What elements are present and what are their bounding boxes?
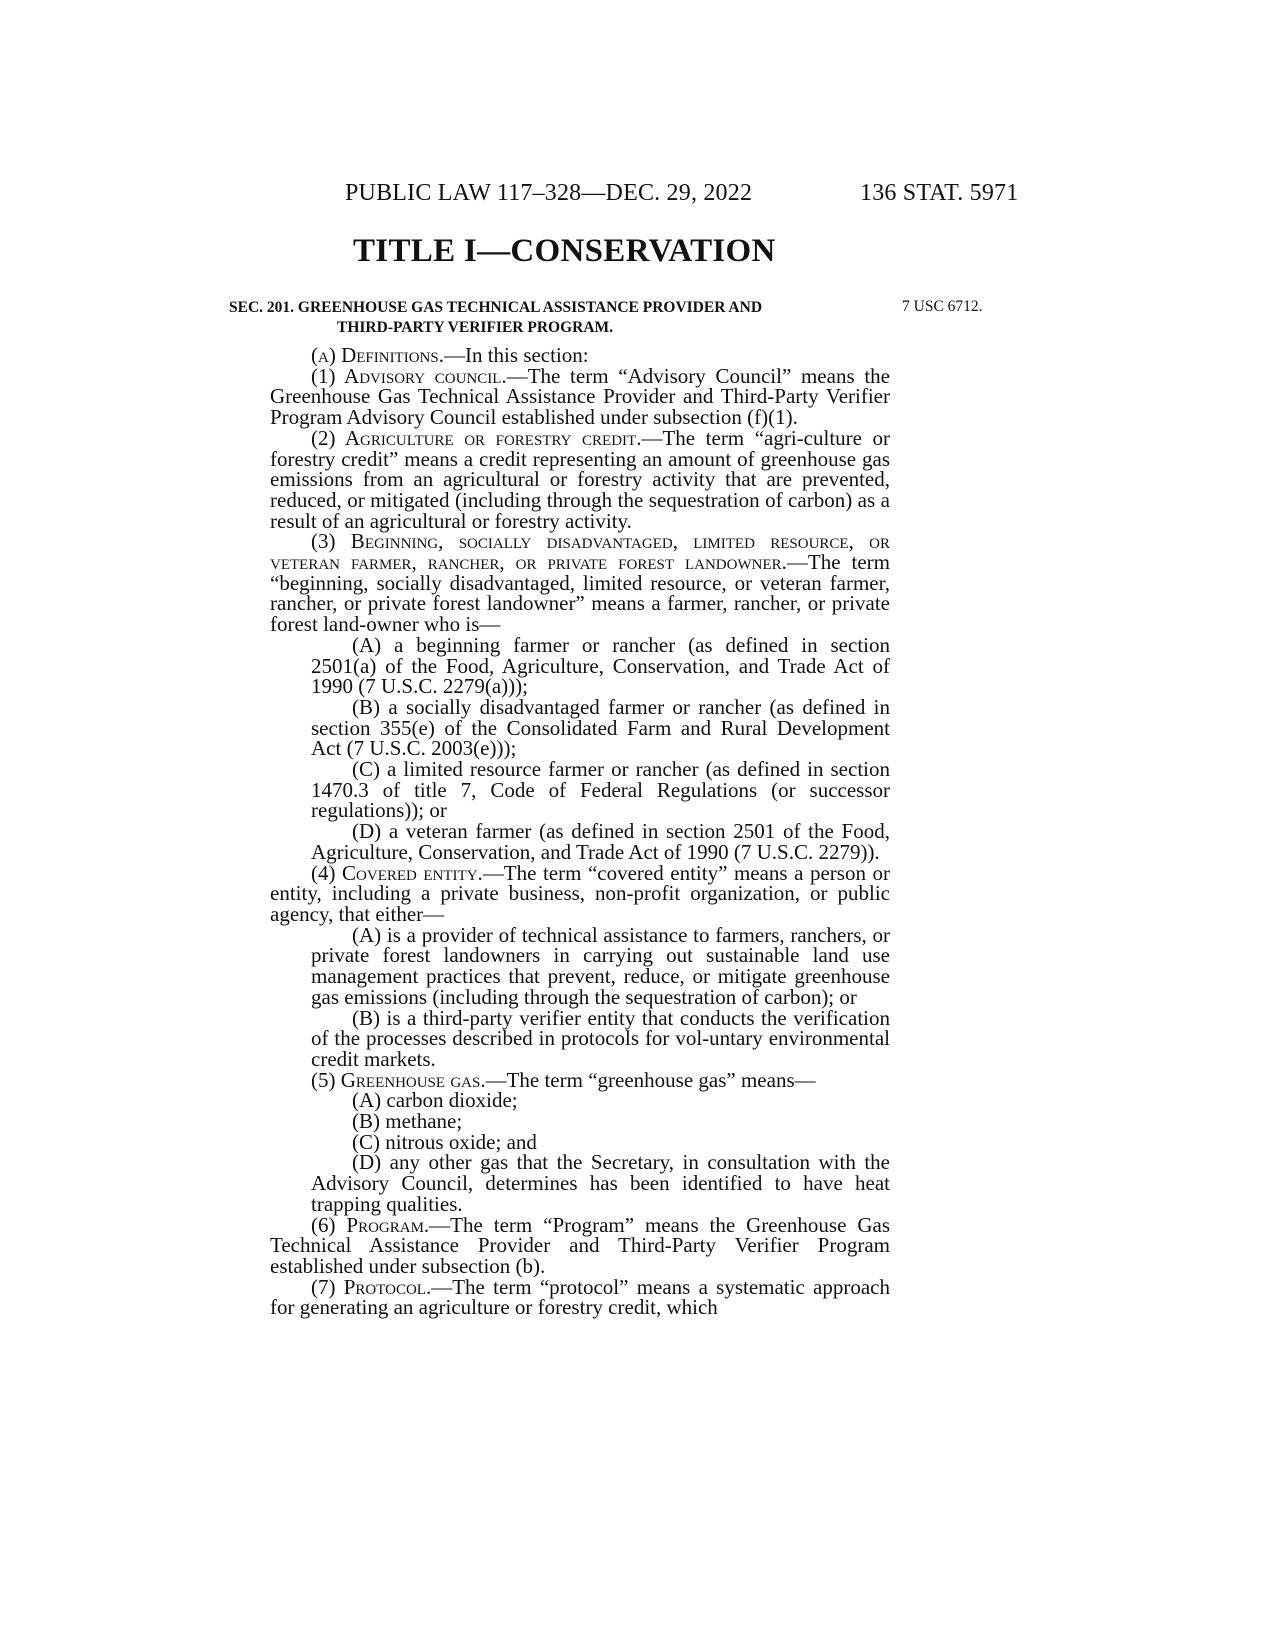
para-4-text: —The term “covered entity” means a person or entity, including a private business, non-profit organization, or public agency, that either— xyxy=(270,860,890,926)
para-3-D: (D) a veteran farmer (as defined in section 2501 of the Food, Agriculture, Conservation, and Trade Act of 1990 (7 U.S.C. 2279)). xyxy=(311,819,890,864)
para-2-text: —The term “agri-culture or forestry credit” means a credit representing an amount of greenhouse gas emissions from an agricultural or forestry activity that are prevented, reduced, or mitigated (including through the sequestration of carbon) as a result of an agricultural or forestry activity. xyxy=(270,425,891,533)
para-4-B: (B) is a third-party verifier entity that conducts the verification of the processes described in protocols for vol-untary environmental credit markets. xyxy=(311,1005,890,1071)
para-3 xyxy=(270,531,890,635)
para-2-label: (2) Agriculture or forestry credit. xyxy=(311,425,642,450)
usc-margin-note: 7 USC 6712. xyxy=(902,298,983,315)
title-heading: TITLE I—CONSERVATION xyxy=(353,233,776,269)
section-heading xyxy=(229,298,889,338)
para-5-text: —The term “greenhouse gas” means— xyxy=(485,1067,816,1092)
para-a xyxy=(270,345,890,366)
running-head-stat-page: 136 STAT. 5971 xyxy=(860,180,1019,206)
section-body xyxy=(270,345,890,1318)
para-5-label: (5) Greenhouse gas. xyxy=(311,1067,486,1092)
para-3-A: (A) a beginning farmer or rancher (as defined in section 2501(a) of the Food, Agriculture, Conservation, and Trade Act of 1990 (7 U.S.C. 2279(a))); xyxy=(311,632,890,699)
para-7-label: (7) Protocol. xyxy=(311,1274,432,1299)
para-4-label: (4) Covered entity. xyxy=(311,860,483,885)
para-1-text: —The term “Advisory Council” means the Greenhouse Gas Technical Assistance Provider and Third-Party Verifier Program Advisory Council established under subsection (f)(1). xyxy=(270,363,890,430)
running-head-public-law: PUBLIC LAW 117–328—DEC. 29, 2022 xyxy=(345,180,753,206)
para-4 xyxy=(270,860,890,926)
section-heading-line1: SEC. 201. GREENHOUSE GAS TECHNICAL ASSISTANCE PROVIDER AND xyxy=(229,299,763,316)
para-5-A: (A) carbon dioxide; xyxy=(352,1088,518,1113)
para-a-label: (a) Definitions. xyxy=(311,343,444,367)
para-3-B: (B) a socially disadvantaged farmer or rancher (as defined in section 355(e) of the Consolidated Farm and Rural Development Act (7 U.S.C. 2003(e))); xyxy=(311,694,890,761)
para-a-text: —In this section: xyxy=(443,343,589,367)
para-6 xyxy=(270,1212,890,1278)
para-1 xyxy=(270,363,890,430)
para-1-label: (1) Advisory council. xyxy=(311,363,507,388)
para-7 xyxy=(270,1274,890,1320)
para-5-B: (B) methane; xyxy=(352,1109,463,1134)
para-4-A: (A) is a provider of technical assistance to farmers, ranchers, or private forest landowners in carrying out sustainable land use management practices that prevent, reduce, or mitigate greenhouse gas emissions (including through the sequestration of carbon); or xyxy=(311,922,890,1009)
para-3-text: —The term “beginning, socially disadvantaged, limited resource, or veteran farmer, rancher, or private forest landowner” means a farmer, rancher, or private forest land-owner who is— xyxy=(270,550,890,637)
para-5-C: (C) nitrous oxide; and xyxy=(352,1129,537,1154)
para-5-D: (D) any other gas that the Secretary, in consultation with the Advisory Council, determines has been identified to have heat trapping qualities. xyxy=(311,1150,890,1216)
para-5 xyxy=(270,1067,890,1092)
para-3-label: (3) Beginning, socially disadvantaged, limited resource, or veteran farmer, rancher, or private forest landowner. xyxy=(270,529,890,575)
para-6-label: (6) Program. xyxy=(311,1212,430,1237)
para-3-C: (C) a limited resource farmer or rancher (as defined in section 1470.3 of title 7, Code of Federal Regulations (or successor regulations)); or xyxy=(311,757,890,823)
para-2 xyxy=(270,425,891,533)
section-heading-line2: THIRD-PARTY VERIFIER PROGRAM. xyxy=(337,319,614,336)
para-7-text: —The term “protocol” means a systematic approach for generating an agriculture or forestry credit, which xyxy=(270,1274,890,1320)
para-6-text: —The term “Program” means the Greenhouse Gas Technical Assistance Provider and Third-Party Verifier Program established under subsection (b). xyxy=(270,1212,890,1278)
